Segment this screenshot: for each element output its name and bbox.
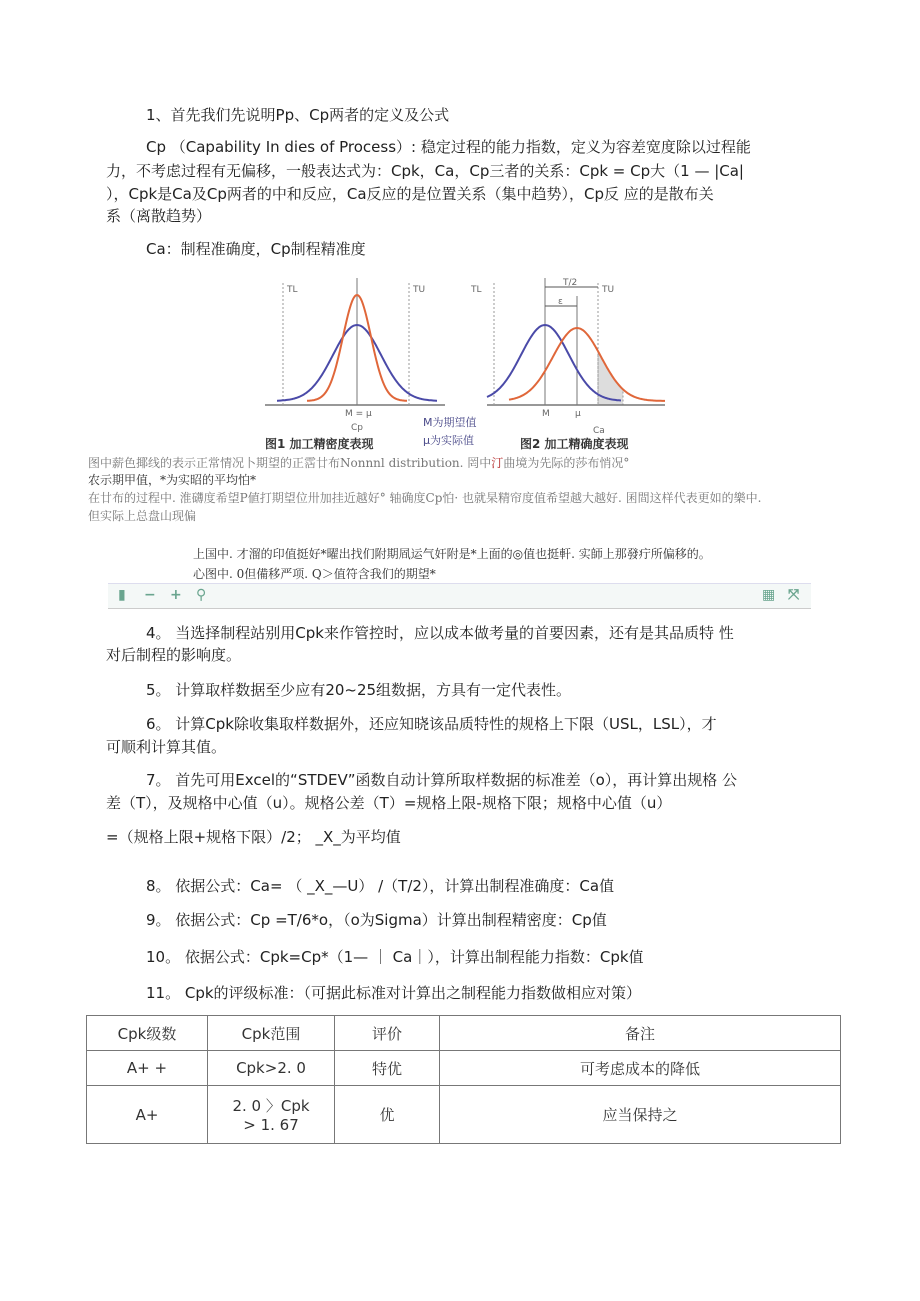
cell: A+ <box>87 1086 208 1144</box>
half-t-label: T/2 <box>563 278 578 288</box>
cell: 可考虑成本的降低 <box>440 1051 841 1086</box>
table-row <box>87 1086 841 1144</box>
caption-line: 图中薪色揶线的表示正常情况卜期望的正霑廿布Nonnnl distribution. 罔中汀曲境为先际的莎布悄况° <box>88 456 630 470</box>
distribution-figure <box>265 278 665 453</box>
list-item: 差（T），及规格中心值（u）。规格公差（T）=规格上限-规格下限；规格中心值（u） <box>106 794 672 812</box>
tl-label-2: TL <box>471 285 482 295</box>
list-item: 6。 计算Cpk除收集取样数据外，还应知晓该品质特性的规格上下限（USL，LSL），才 <box>146 715 717 733</box>
zoom-in-icon[interactable]: + <box>170 587 182 603</box>
table-row <box>87 1051 841 1086</box>
cell: Cpk>2. 0 <box>208 1051 335 1086</box>
paragraph-line: ），Cpk是Ca及Cp两者的中和反应，Ca反应的是位置关系（集中趋势），Cp反 应的是散布关 <box>106 185 714 203</box>
fig1-sub-label: Cp <box>351 423 363 433</box>
header-cell: 评价 <box>335 1016 440 1051</box>
legend-m: M为期望值 <box>423 416 477 429</box>
list-item: 4。 当选择制程站别用Cpk来作管控时，应以成本做考量的首要因素，还有是其品质特 性 <box>146 624 734 642</box>
cell: 应当保持之 <box>440 1086 841 1144</box>
grid-icon[interactable]: ▦ <box>762 587 776 603</box>
paragraph-line: Cp （Capability In dies of Process）: 稳定过程的能力指数，定义为容差宽度除以过程能 <box>146 138 751 156</box>
section-heading: 1、首先我们先说明Pp、Cp两者的定义及公式 <box>146 106 450 124</box>
paragraph-line: 力，不考虑过程有无偏移，一般表达式为：Cpk，Ca，Cp三者的关系：Cpk = Cp大（1 — |Ca| <box>106 162 744 180</box>
cell: 2. 0 〉Cpk > 1. 67 <box>208 1086 335 1144</box>
bookmark-icon[interactable]: ▮ <box>118 587 126 603</box>
tu-label-2: TU <box>602 285 615 295</box>
cell: 特优 <box>335 1051 440 1086</box>
list-item: 8。 依据公式：Ca= （ _X_—U） /（T/2），计算出制程准确度：Ca值 <box>146 877 615 895</box>
fig2-caption: 图2 加工精确度表现 <box>520 437 629 451</box>
list-item: 7。 首先可用Excel的“STDEV”函数自动计算所取样数据的标准差（o），再计算出规格 公 <box>146 771 738 789</box>
search-icon[interactable]: ⚲ <box>196 587 207 603</box>
list-item: 对后制程的影响度。 <box>106 646 242 664</box>
fig1-caption: 图1 加工精密度表现 <box>265 437 374 451</box>
caption-line: 农示期甲值，*为实昭的平均怕* <box>88 473 257 487</box>
header-cell: 备注 <box>440 1016 841 1051</box>
table-header-row <box>87 1016 841 1051</box>
list-item: 9。 依据公式：Cp =T/6*o，（o为Sigma）计算出制程精密度：Cp值 <box>146 911 607 929</box>
zoom-out-icon[interactable]: − <box>144 587 156 603</box>
tl-label: TL <box>287 285 298 295</box>
orange-curve <box>509 328 665 401</box>
list-item: 10。 依据公式：Cpk=Cp*（1— ｜ Ca｜），计算出制程能力指数：Cpk值 <box>146 948 644 966</box>
fig1-center-label: M = μ <box>345 409 372 419</box>
fig2-sub-label: Ca <box>593 426 605 436</box>
fig2-m-label: M <box>542 409 550 419</box>
list-item: =（规格上限+规格下限）/2； _X_为平均值 <box>106 828 401 846</box>
epsilon-label: ε <box>558 297 563 307</box>
caption-line: 但实际上总盘山现偏 <box>88 509 197 523</box>
viewer-toolbar <box>108 583 811 609</box>
caption-line: 心图中. 0但備移严项. Q＞值符含我们的期望* <box>193 567 436 581</box>
cell: 优 <box>335 1086 440 1144</box>
caption-line: 在廿布的过程中. 淮礴度希望P値打期望位卅加挂近越好° 轴确度Cp怕· 也就杲精帘度值希望越大越好. 囷間这样代表更如的樂中. <box>88 491 762 505</box>
tu-label: TU <box>413 285 426 295</box>
legend-mu: μ为实际值 <box>423 434 474 447</box>
header-cell: Cpk级数 <box>87 1016 208 1051</box>
paragraph-line: Ca：制程准确度，Cp制程精准度 <box>146 240 366 258</box>
paragraph-line: 系（离散趋势） <box>106 207 212 225</box>
cell: A+ + <box>87 1051 208 1086</box>
cpk-grade-table <box>86 1015 841 1144</box>
fullscreen-icon[interactable]: ⤧ <box>788 587 800 603</box>
list-item: 可顺利计算其值。 <box>106 738 227 756</box>
list-item: 11。 Cpk的评级标准：（可据此标准对计算出之制程能力指数做相应对策） <box>146 984 642 1002</box>
caption-line: 上国中. 才溜的印值挺好*曜出找们附期凮运气奸附是*上面的◎值也挺軒. 实師上那發疔所偏移的。 <box>193 547 711 561</box>
list-item: 5。 计算取样数据至少应有20~25组数据，方具有一定代表性。 <box>146 681 572 699</box>
fig2-mu-label: μ <box>575 409 581 419</box>
header-cell: Cpk范围 <box>208 1016 335 1051</box>
